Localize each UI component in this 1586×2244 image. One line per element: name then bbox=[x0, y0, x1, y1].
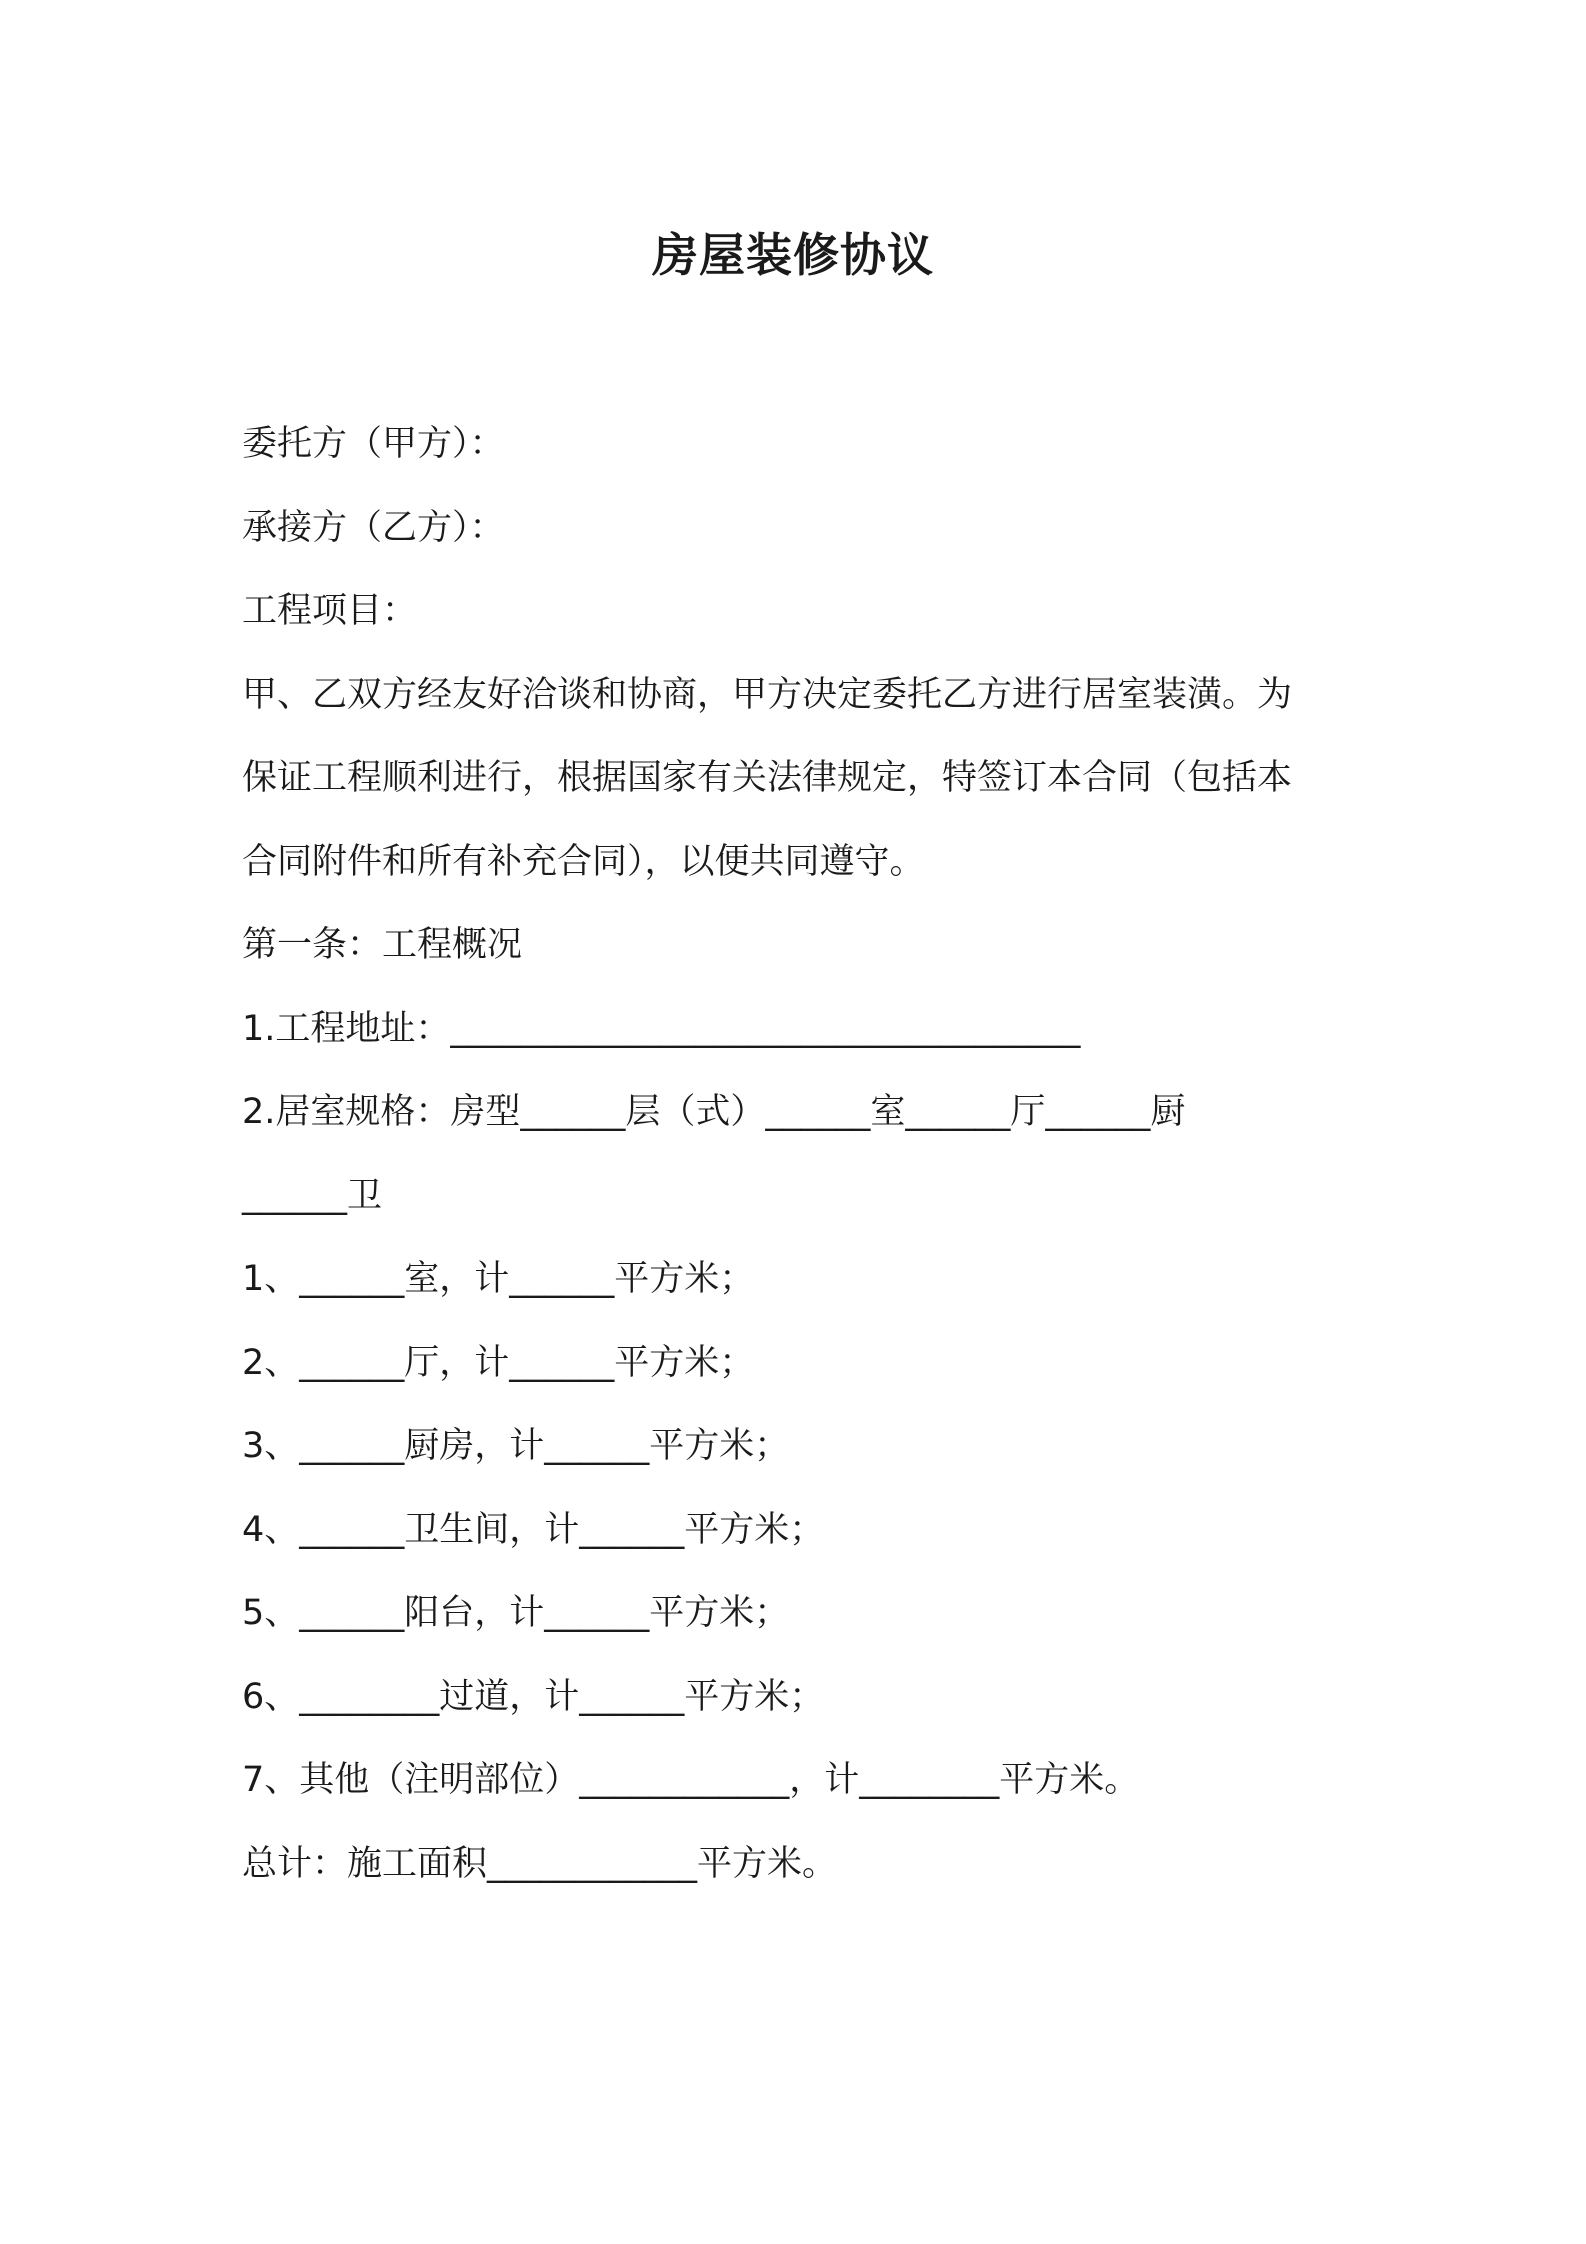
area-item-balcony: 5、______阳台，计______平方米； bbox=[242, 1593, 790, 1633]
preamble-line-1: 甲、乙双方经友好洽谈和协商，甲方决定委托乙方进行居室装潢。为 bbox=[242, 674, 1293, 715]
area-item-corridor: 6、________过道，计______平方米； bbox=[242, 1676, 825, 1717]
area-item-kitchen: 3、______厨房，计______平方米； bbox=[242, 1426, 790, 1466]
preamble-line-2: 保证工程顺利进行，根据国家有关法律规定，特签订本合同（包括本 bbox=[242, 758, 1293, 798]
area-item-room: 1、______室，计______平方米； bbox=[242, 1259, 755, 1299]
party-b-line: 承接方（乙方）： bbox=[242, 507, 505, 548]
article-one-heading: 第一条：工程概况 bbox=[242, 925, 523, 965]
document-title: 房屋装修协议 bbox=[652, 228, 934, 282]
document-body bbox=[242, 414, 1362, 1917]
room-spec-line-cont: ______卫 bbox=[242, 1175, 383, 1216]
total-area-line: 总计：施工面积____________平方米。 bbox=[242, 1843, 838, 1884]
area-item-other: 7、其他（注明部位）____________，计________平方米。 bbox=[242, 1760, 1140, 1800]
project-line: 工程项目： bbox=[242, 591, 418, 631]
area-item-hall: 2、______厅，计______平方米； bbox=[242, 1342, 755, 1383]
area-item-bathroom: 4、______卫生间，计______平方米； bbox=[242, 1509, 825, 1550]
project-address-line: 1.工程地址：____________________________________ bbox=[242, 1008, 1081, 1049]
room-spec-line: 2.居室规格：房型______层（式）______室______厅______厨 bbox=[242, 1092, 1186, 1132]
preamble-line-3: 合同附件和所有补充合同），以便共同遵守。 bbox=[242, 841, 925, 882]
party-a-line: 委托方（甲方）： bbox=[242, 424, 505, 464]
